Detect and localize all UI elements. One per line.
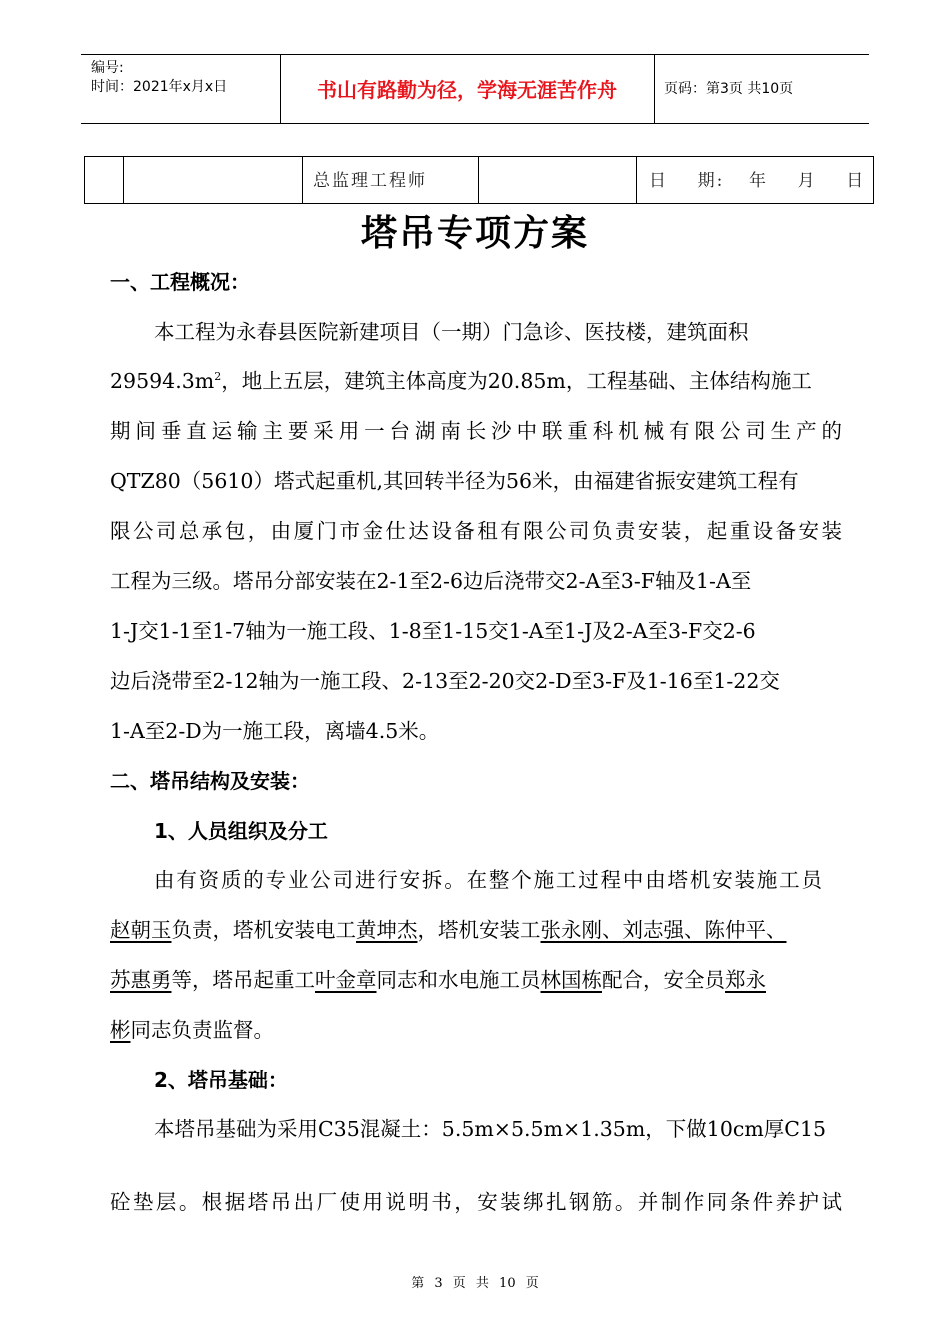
s2-line-3 [110,967,842,993]
s1-text-2a: 29594.3m [110,369,215,393]
s2-text-3c: 配合，安全员 [602,968,725,992]
worker-name-su: 苏惠勇 [110,968,172,992]
signature-table [84,156,874,204]
sign-cell-role [303,157,479,203]
s1-line-7: 1-J交1-1至1-7轴为一施工段、1-8至1-15交1-A至1-J及2-A至3-F交2-6 [110,619,756,643]
s1-line-9: 1-A至2-D为一施工段，离墙4.5米。 [110,719,440,743]
sign-cell-date [637,157,873,203]
s1-line-6: 工程为三级。塔吊分部安装在2-1至2-6边后浇带交2-A至3-F轴及1-A至 [110,569,752,593]
safety-officer-name-part2: 彬 [110,1018,131,1042]
subsection-2-heading: 2、塔吊基础： [154,1068,288,1092]
s2-text-4: 同志负责监督。 [130,1018,274,1042]
motto-text: 书山有路勤为径，学海无涯苦作舟 [317,78,617,102]
s1-line-5: 限公司总承包，由厦门市金仕达设备租有限公司负责安装，起重设备安装 [110,519,842,543]
s1-text-2b: ，地上五层，建筑主体高度为20.85m，工程基础、主体结构施工 [221,369,812,393]
page-info: 页码：第3页 共10页 [664,81,794,97]
s1-text-1: 本工程为永春县医院新建项目（一期）门急诊、医技楼，建筑面积 [154,320,749,344]
doc-number-label: 编号: [91,60,124,76]
installer-name: 赵朝玉 [110,918,172,942]
subsection-1-heading: 1、人员组织及分工 [154,819,328,843]
section-1-heading: 一、工程概况： [110,270,250,294]
sign-cell-blank-2 [124,157,303,203]
header-page-cell [654,55,869,123]
s2-text-2a: 负责，塔机安装电工 [171,918,356,942]
s1-line-3: 期间垂直运输主要采用一台湖南长沙中联重科机械有限公司生产的 [110,419,842,443]
plumber-name: 林国栋 [540,968,602,992]
s2-line-1: 由有资质的专业公司进行安拆。在整个施工过程中由塔机安装施工员 [154,868,822,892]
s2-text-2b: ，塔机安装工 [417,918,541,942]
s2-line-2 [110,917,842,943]
sign-cell-signature [479,157,637,203]
s1-line-2 [110,368,842,394]
installer-workers-names: 张永刚、刘志强、陈仲平、 [540,918,787,942]
safety-officer-name-part1: 郑永 [725,968,766,992]
s1-line-8: 边后浇带至2-12轴为一施工段、2-13至2-20交2-D至3-F及1-16至1-22交 [110,669,780,693]
s2-text-3a: 等，塔吊起重工 [171,968,315,992]
header-motto-cell [280,55,655,123]
electrician-name: 黄坤杰 [356,918,418,942]
chief-supervisor-label: 总监理工程师 [313,171,427,191]
page-footer: 第 3 页 共 10 页 [411,1276,539,1291]
doc-time-label: 时间：2021年x月x日 [91,79,228,95]
date-fields: 年 月 日 [749,171,866,191]
section-2-heading: 二、塔吊结构及安装： [110,769,310,793]
s2-text-3b: 同志和水电施工员 [376,968,541,992]
s1-superscript: 2 [214,370,222,384]
date-label: 日 期: [649,171,725,191]
page-header [81,54,869,124]
s2-line-4 [110,1017,842,1043]
document-title: 塔吊专项方案 [360,213,589,254]
s2-line-6: 砼垫层。根据塔吊出厂使用说明书，安装绑扎钢筋。并制作同条件养护试 [110,1190,842,1214]
crane-operator-name: 叶金章 [315,968,377,992]
s1-line-1 [154,319,842,345]
s2-line-5: 本塔吊基础为采用C35混凝土：5.5m×5.5m×1.35m，下做10cm厚C15 [154,1117,827,1141]
s1-line-4: QTZ80（5610）塔式起重机,其回转半径为56米，由福建省振安建筑工程有 [110,469,799,493]
sign-cell-blank-1 [85,157,124,203]
header-meta-cell [81,55,281,123]
